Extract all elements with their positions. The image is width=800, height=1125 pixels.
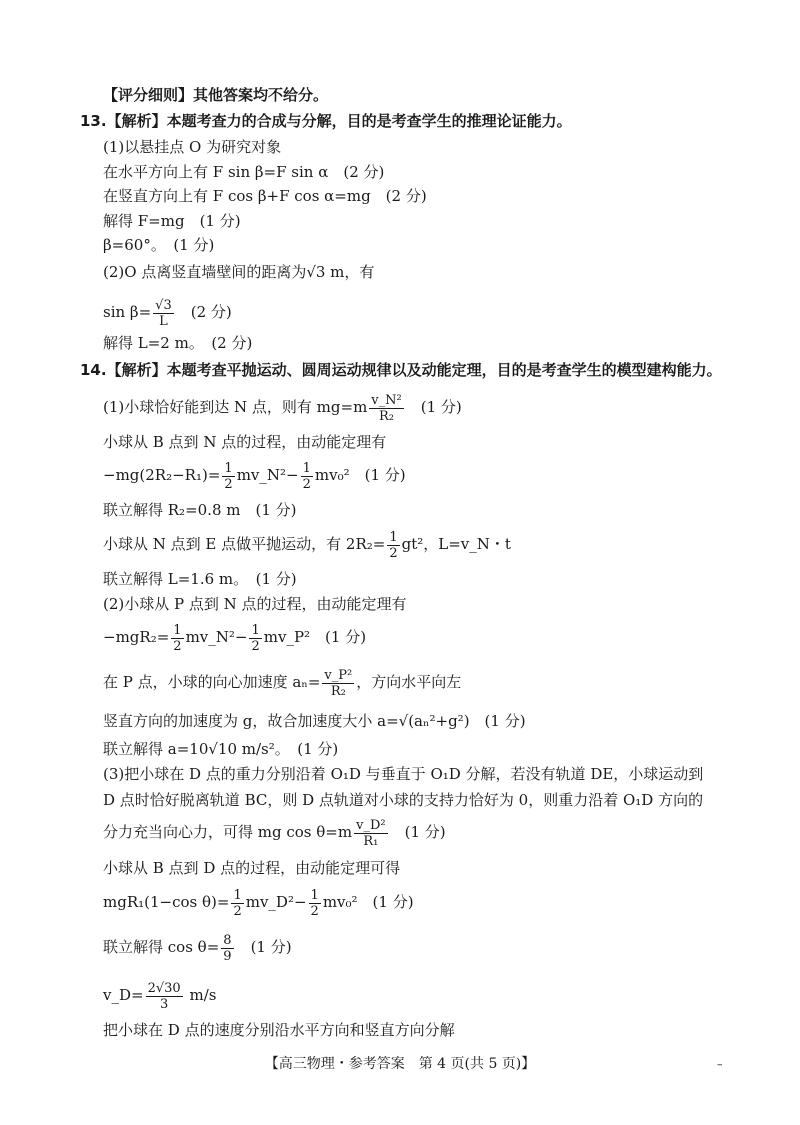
q14-line: 竖直方向的加速度为 g，故合加速度大小 a=√(aₙ²+g²) (1 分) — [103, 712, 526, 730]
q14-line: 把小球在 D 点的速度分别沿水平方向和竖直方向分解 — [103, 1021, 455, 1039]
q14-line: 联立解得 L=1.6 m。 (1 分) — [103, 570, 297, 588]
corner-mark: – — [717, 1058, 723, 1071]
q14-equation: 在 P 点，小球的向心加速度 aₙ= $\frac{\text{v\_P²}}{\text{R₂}}$ ，方向水平向左 — [103, 667, 462, 699]
q14-line: 小球从 B 点到 N 点的过程，由动能定理有 — [103, 433, 387, 451]
q13-line: (1)以悬挂点 O 为研究对象 — [103, 138, 282, 156]
q14-line: D 点时恰好脱离轨道 BC，则 D 点轨道对小球的支持力恰好为 0，则重力沿着 O₁D 方向的 — [103, 791, 704, 809]
q14-line: 联立解得 R₂=0.8 m (1 分) — [103, 501, 297, 519]
q13-line: (2)O 点离竖直墙壁间的距离为√3 m，有 — [103, 263, 375, 281]
q14-line: 小球从 B 点到 D 点的过程，由动能定理可得 — [103, 859, 401, 877]
q14-line: (3)把小球在 D 点的重力分别沿着 O₁D 与垂直于 O₁D 分解，若没有轨道 DE，小球运动到 — [103, 765, 704, 783]
q14-line: (2)小球从 P 点到 N 点的过程，由动能定理有 — [103, 595, 407, 613]
q13-line: 解得 L=2 m。 (2 分) — [103, 334, 253, 352]
q14-equation: (1)小球恰好能到达 N 点，则有 mg=m $\frac{\text{v\_N²}}{\text{R₂}}$ (1 分) — [103, 392, 462, 424]
q14-equation: 小球从 N 点到 E 点做平抛运动，有 2R₂= $\frac{1}{2}$ gt²，L=v_N・t — [103, 529, 511, 561]
q13-analysis-heading: 13.【解析】本题考查力的合成与分解，目的是考查学生的推理论证能力。 — [80, 112, 572, 130]
q13-line: 解得 F=mg (1 分) — [103, 212, 241, 230]
q14-equation: v_D= $\frac{2√30}{3}$ m/s — [103, 980, 217, 1012]
q14-analysis-heading: 14.【解析】本题考查平抛运动、圆周运动规律以及动能定理，目的是考查学生的模型建构能力。 — [80, 361, 722, 379]
q14-equation: −mg(2R₂−R₁)= $\frac{1}{2}$ mv_N²− $\frac{1}{2}$ mv₀² (1 分) — [103, 460, 406, 492]
page-footer: 【高三物理・参考答案 第 4 页(共 5 页)】 — [264, 1056, 536, 1072]
q14-equation: 联立解得 cos θ= $\frac{8}{9}$ (1 分) — [103, 932, 292, 964]
q14-line: 联立解得 a=10√10 m/s²。 (1 分) — [103, 740, 339, 758]
q14-equation: −mgR₂= $\frac{1}{2}$ mv_N²− $\frac{1}{2}$ mv_P² (1 分) — [103, 622, 367, 654]
q13-equation-sin: sin β= $\frac{√3}{L}$ (2 分) — [103, 297, 232, 329]
grading-note: 【评分细则】其他答案均不给分。 — [103, 86, 329, 104]
q13-line: 在竖直方向上有 F cos β+F cos α=mg (2 分) — [103, 187, 427, 205]
q13-line: 在水平方向上有 F sin β=F sin α (2 分) — [103, 163, 385, 181]
q13-line: β=60°。 (1 分) — [103, 236, 215, 254]
q14-equation: 分力充当向心力，可得 mg cos θ=m $\frac{\text{v\_D²}}{\text{R₁}}$ (1 分) — [103, 817, 446, 849]
q14-equation: mgR₁(1−cos θ)= $\frac{1}{2}$ mv_D²− $\frac{1}{2}$ mv₀² (1 分) — [103, 887, 414, 919]
